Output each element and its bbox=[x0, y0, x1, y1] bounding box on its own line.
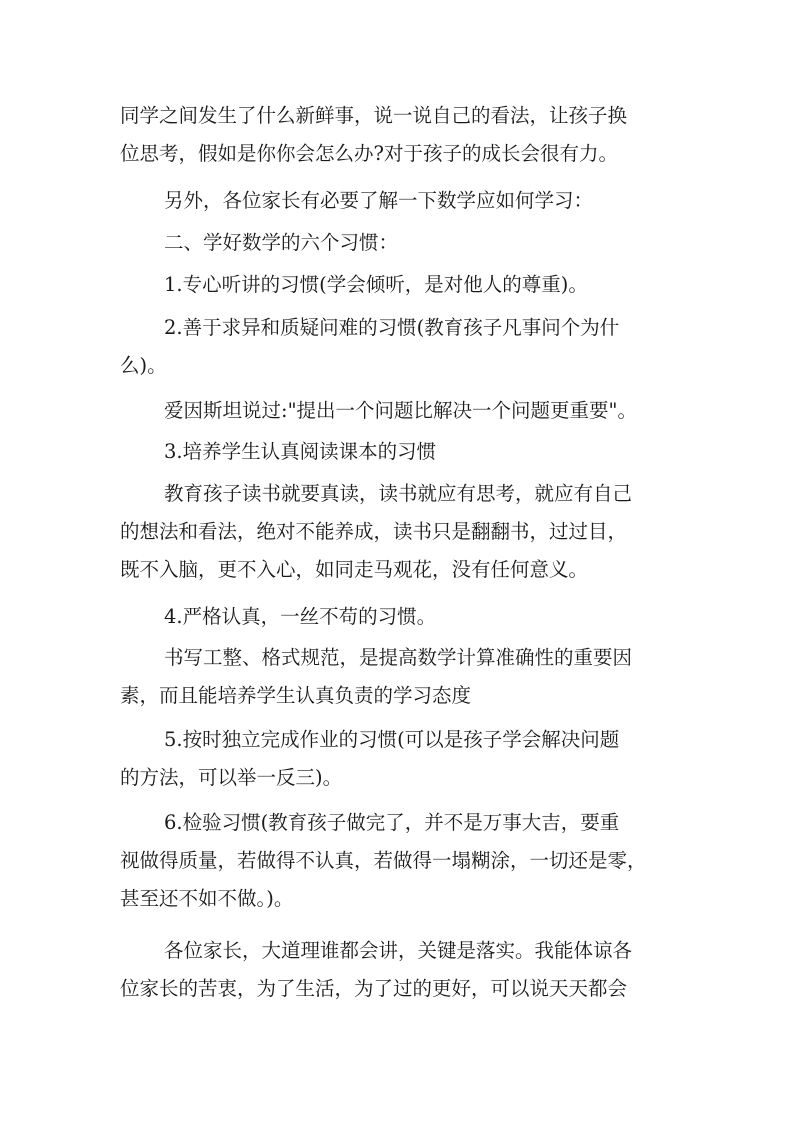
einstein-quote bbox=[0, 392, 794, 430]
text-line: 么)。 bbox=[120, 354, 167, 377]
text-line: 位家长的苦衷，为了生活，为了过的更好，可以说天天都会 bbox=[120, 977, 628, 1000]
paragraph-intro bbox=[0, 182, 794, 220]
paragraph-writing bbox=[0, 639, 794, 715]
text-line: 3.培养学生认真阅读课本的习惯 bbox=[164, 440, 437, 463]
section-heading bbox=[0, 224, 794, 262]
text-line: 另外，各位家长有必要了解一下数学应如何学习： bbox=[164, 189, 594, 212]
text-line: 二、学好数学的六个习惯： bbox=[164, 231, 399, 254]
text-line: 的方法，可以举一反三)。 bbox=[120, 766, 343, 789]
text-line: 教育孩子读书就要真读，读书就应有思考，就应有自己 bbox=[164, 482, 633, 505]
text-line: 既不入脑，更不入心，如同走马观花，没有任何意义。 bbox=[120, 558, 589, 581]
text-line: 素，而且能培养学生认真负责的学习态度 bbox=[120, 684, 472, 707]
text-line: 位思考，假如是你你会怎么办?对于孩子的成长会很有力。 bbox=[120, 142, 618, 165]
habit-item-1 bbox=[0, 266, 794, 304]
habit-item-5 bbox=[0, 721, 794, 797]
text-line: 6.检验习惯(教育孩子做完了，并不是万事大吉，要重 bbox=[164, 811, 620, 834]
paragraph-reading bbox=[0, 475, 794, 589]
text-line: 各位家长，大道理谁都会讲，关键是落实。我能体谅各 bbox=[164, 939, 633, 962]
text-line: 同学之间发生了什么新鲜事，说一说自己的看法，让孩子换 bbox=[120, 104, 628, 127]
text-line: 5.按时独立完成作业的习惯(可以是孩子学会解决问题 bbox=[164, 728, 620, 751]
text-line: 视做得质量，若做得不认真，若做得一塌糊涂，一切还是零， bbox=[120, 849, 647, 872]
text-line: 的想法和看法，绝对不能养成，读书只是翻翻书，过过目， bbox=[120, 520, 628, 543]
habit-item-2 bbox=[0, 309, 794, 385]
habit-item-3 bbox=[0, 433, 794, 471]
habit-item-6 bbox=[0, 804, 794, 918]
text-line: 书写工整、格式规范，是提高数学计算准确性的重要因 bbox=[164, 646, 633, 669]
text-line: 甚至还不如不做。)。 bbox=[120, 887, 294, 910]
habit-item-4 bbox=[0, 598, 794, 636]
text-line: 4.严格认真，一丝不苟的习惯。 bbox=[164, 605, 437, 628]
paragraph-continuation bbox=[0, 97, 794, 173]
text-line: 1.专心听讲的习惯(学会倾听，是对他人的尊重)。 bbox=[164, 273, 588, 296]
paragraph-closing bbox=[0, 932, 794, 1008]
text-line: 爱因斯坦说过:"提出一个问题比解决一个问题更重要"。 bbox=[164, 399, 638, 422]
text-line: 2.善于求异和质疑问难的习惯(教育孩子凡事问个为什 bbox=[164, 316, 620, 339]
